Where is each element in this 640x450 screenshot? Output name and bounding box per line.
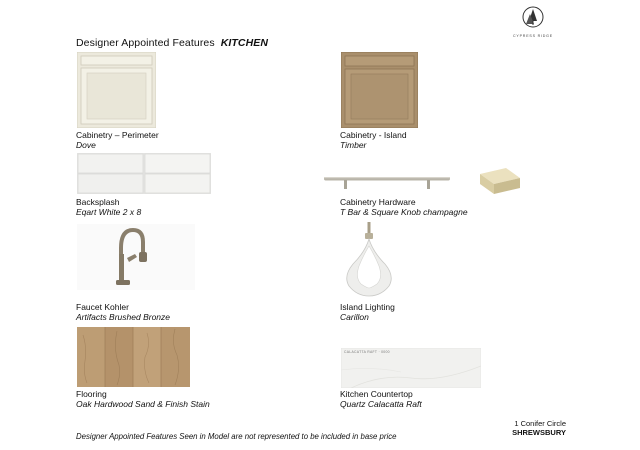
countertop-swatch (341, 348, 481, 388)
address-line2: SHREWSBURY (512, 428, 566, 437)
tree-logo-icon (519, 6, 547, 28)
item-spec: Artifacts Brushed Bronze (76, 312, 171, 322)
item-island-lighting (340, 302, 395, 322)
disclaimer: Designer Appointed Features Seen in Model are not represented to be included in base price (76, 432, 397, 441)
item-name: Cabinetry – Perimeter (76, 130, 159, 140)
item-name: Backsplash (76, 197, 120, 207)
swatch-label: CALACATTA RAFT · 0000 (344, 350, 390, 354)
item-countertop (340, 389, 422, 409)
item-spec: Carillon (340, 312, 369, 322)
faucet-image (77, 224, 195, 290)
address-line1: 1 Conifer Circle (514, 419, 566, 428)
logo-text: CYPRESS RIDGE (513, 34, 553, 38)
item-backsplash (76, 197, 141, 217)
pendant-light-image (341, 222, 397, 298)
item-spec: T Bar & Square Knob champagne (340, 207, 468, 217)
title-text: Designer Appointed Features (76, 37, 215, 49)
item-name: Cabinetry - Island (340, 130, 407, 140)
flooring-swatch (77, 327, 190, 387)
item-spec: Quartz Calacatta Raft (340, 399, 422, 409)
page-title (76, 37, 268, 49)
item-flooring (76, 389, 210, 409)
item-name: Kitchen Countertop (340, 389, 413, 399)
item-cabinet-perimeter (76, 130, 159, 150)
item-spec: Timber (340, 140, 367, 150)
item-cabinet-hardware (340, 197, 468, 217)
square-knob-image (474, 164, 524, 200)
t-bar-pull-image (322, 168, 452, 192)
room-name: KITCHEN (220, 37, 269, 49)
item-spec: Dove (76, 140, 96, 150)
item-name: Flooring (76, 389, 107, 399)
builder-logo (505, 6, 561, 38)
item-cabinet-island (340, 130, 407, 150)
item-name: Island Lighting (340, 302, 395, 312)
item-spec: Eqart White 2 x 8 (76, 207, 142, 217)
model-address (512, 419, 566, 437)
item-faucet (76, 302, 170, 322)
item-spec: Oak Hardwood Sand & Finish Stain (76, 399, 210, 409)
backsplash-swatch (77, 153, 211, 194)
cabinet-island-swatch (341, 52, 418, 128)
item-name: Faucet Kohler (76, 302, 129, 312)
item-name: Cabinetry Hardware (340, 197, 416, 207)
cabinet-perimeter-swatch (77, 52, 156, 128)
